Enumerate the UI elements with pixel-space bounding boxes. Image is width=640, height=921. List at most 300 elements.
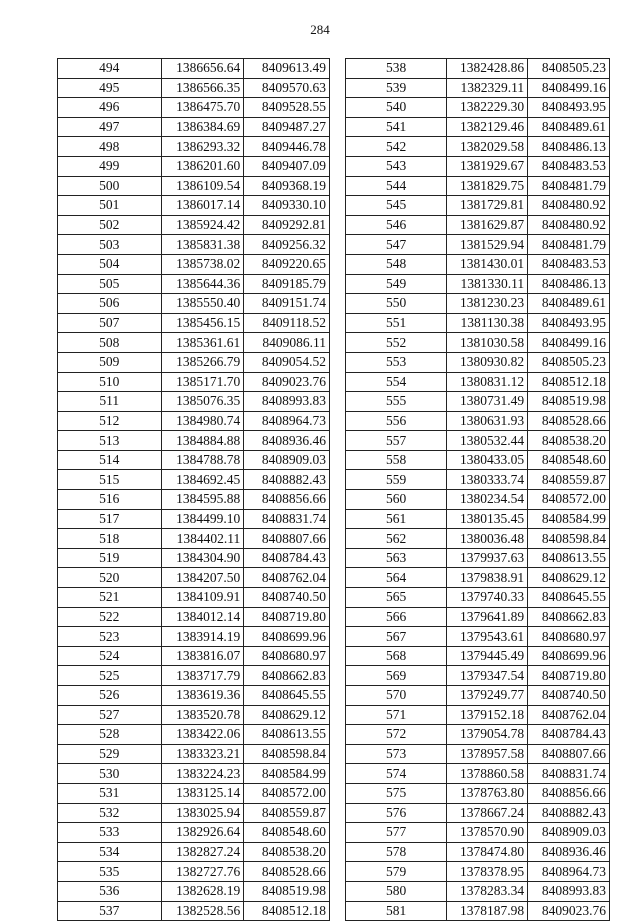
y-coordinate-cell: 8409023.76: [244, 372, 330, 392]
table-row: [58, 548, 330, 568]
y-coordinate-cell: 8409256.32: [244, 235, 330, 255]
point-number-cell: 563: [346, 548, 447, 568]
y-coordinate-cell: 8408512.18: [528, 372, 610, 392]
y-coordinate-cell: 8408629.12: [244, 705, 330, 725]
x-coordinate-cell: 1381629.87: [447, 215, 528, 235]
y-coordinate-cell: 8408807.66: [244, 529, 330, 549]
x-coordinate-cell: 1380631.93: [447, 411, 528, 431]
y-coordinate-cell: 8408480.92: [528, 196, 610, 216]
y-coordinate-cell: 8408528.66: [528, 411, 610, 431]
x-coordinate-cell: 1379445.49: [447, 646, 528, 666]
y-coordinate-cell: 8408548.60: [244, 823, 330, 843]
table-row: [346, 783, 610, 803]
y-coordinate-cell: 8408483.53: [528, 156, 610, 176]
y-coordinate-cell: 8408936.46: [244, 431, 330, 451]
table-row: [58, 666, 330, 686]
point-number-cell: 536: [58, 881, 162, 901]
table-row: [58, 744, 330, 764]
point-number-cell: 569: [346, 666, 447, 686]
point-number-cell: 570: [346, 686, 447, 706]
table-row: [58, 627, 330, 647]
point-number-cell: 538: [346, 59, 447, 79]
table-row: [346, 352, 610, 372]
x-coordinate-cell: 1384109.91: [161, 588, 244, 608]
y-coordinate-cell: 8408489.61: [528, 117, 610, 137]
y-coordinate-cell: 8409054.52: [244, 352, 330, 372]
x-coordinate-cell: 1386656.64: [161, 59, 244, 79]
y-coordinate-cell: 8408680.97: [244, 646, 330, 666]
point-number-cell: 543: [346, 156, 447, 176]
point-number-cell: 568: [346, 646, 447, 666]
table-row: [346, 176, 610, 196]
table-row: [58, 646, 330, 666]
table-row: [346, 568, 610, 588]
x-coordinate-cell: 1385644.36: [161, 274, 244, 294]
y-coordinate-cell: 8408964.73: [244, 411, 330, 431]
point-number-cell: 547: [346, 235, 447, 255]
table-row: [346, 627, 610, 647]
table-row: [58, 764, 330, 784]
y-coordinate-cell: 8408882.43: [244, 470, 330, 490]
point-number-cell: 520: [58, 568, 162, 588]
point-number-cell: 531: [58, 783, 162, 803]
table-row: [346, 470, 610, 490]
point-number-cell: 494: [58, 59, 162, 79]
point-number-cell: 544: [346, 176, 447, 196]
y-coordinate-cell: 8408740.50: [244, 588, 330, 608]
y-coordinate-cell: 8408505.23: [528, 352, 610, 372]
point-number-cell: 554: [346, 372, 447, 392]
x-coordinate-cell: 1378378.95: [447, 862, 528, 882]
x-coordinate-cell: 1381929.67: [447, 156, 528, 176]
y-coordinate-cell: 8408807.66: [528, 744, 610, 764]
point-number-cell: 578: [346, 842, 447, 862]
x-coordinate-cell: 1380333.74: [447, 470, 528, 490]
x-coordinate-cell: 1378570.90: [447, 823, 528, 843]
y-coordinate-cell: 8408740.50: [528, 686, 610, 706]
x-coordinate-cell: 1379152.18: [447, 705, 528, 725]
point-number-cell: 558: [346, 450, 447, 470]
y-coordinate-cell: 8408856.66: [244, 490, 330, 510]
x-coordinate-cell: 1385550.40: [161, 294, 244, 314]
table-row: [58, 156, 330, 176]
point-number-cell: 577: [346, 823, 447, 843]
table-row: [58, 215, 330, 235]
table-row: [58, 450, 330, 470]
y-coordinate-cell: 8408559.87: [244, 803, 330, 823]
y-coordinate-cell: 8408882.43: [528, 803, 610, 823]
y-coordinate-cell: 8408486.13: [528, 274, 610, 294]
table-row: [58, 803, 330, 823]
table-row: [346, 313, 610, 333]
point-number-cell: 516: [58, 490, 162, 510]
y-coordinate-cell: 8408831.74: [528, 764, 610, 784]
x-coordinate-cell: 1383619.36: [161, 686, 244, 706]
x-coordinate-cell: 1382727.76: [161, 862, 244, 882]
x-coordinate-cell: 1385266.79: [161, 352, 244, 372]
point-number-cell: 580: [346, 881, 447, 901]
point-number-cell: 533: [58, 823, 162, 843]
y-coordinate-cell: 8409570.63: [244, 78, 330, 98]
point-number-cell: 555: [346, 392, 447, 412]
table-row: [58, 588, 330, 608]
x-coordinate-cell: 1381829.75: [447, 176, 528, 196]
x-coordinate-cell: 1378474.80: [447, 842, 528, 862]
x-coordinate-cell: 1378667.24: [447, 803, 528, 823]
table-row: [346, 392, 610, 412]
x-coordinate-cell: 1379838.91: [447, 568, 528, 588]
x-coordinate-cell: 1380433.05: [447, 450, 528, 470]
x-coordinate-cell: 1384402.11: [161, 529, 244, 549]
table-row: [58, 686, 330, 706]
point-number-cell: 556: [346, 411, 447, 431]
y-coordinate-cell: 8408613.55: [244, 725, 330, 745]
point-number-cell: 505: [58, 274, 162, 294]
x-coordinate-cell: 1380532.44: [447, 431, 528, 451]
table-row: [346, 59, 610, 79]
point-number-cell: 496: [58, 98, 162, 118]
x-coordinate-cell: 1385171.70: [161, 372, 244, 392]
y-coordinate-cell: 8409528.55: [244, 98, 330, 118]
table-row: [346, 411, 610, 431]
table-row: [346, 744, 610, 764]
table-row: [58, 725, 330, 745]
x-coordinate-cell: 1384207.50: [161, 568, 244, 588]
table-row: [346, 450, 610, 470]
table-row: [58, 98, 330, 118]
x-coordinate-cell: 1383520.78: [161, 705, 244, 725]
point-number-cell: 549: [346, 274, 447, 294]
point-number-cell: 503: [58, 235, 162, 255]
table-row: [58, 411, 330, 431]
y-coordinate-cell: 8409613.49: [244, 59, 330, 79]
point-number-cell: 524: [58, 646, 162, 666]
y-coordinate-cell: 8408662.83: [244, 666, 330, 686]
y-coordinate-cell: 8408483.53: [528, 254, 610, 274]
y-coordinate-cell: 8408613.55: [528, 548, 610, 568]
y-coordinate-cell: 8408598.84: [528, 529, 610, 549]
point-number-cell: 574: [346, 764, 447, 784]
x-coordinate-cell: 1379937.63: [447, 548, 528, 568]
x-coordinate-cell: 1379347.54: [447, 666, 528, 686]
table-row: [346, 588, 610, 608]
y-coordinate-cell: 8409330.10: [244, 196, 330, 216]
y-coordinate-cell: 8408964.73: [528, 862, 610, 882]
table-row: [58, 59, 330, 79]
y-coordinate-cell: 8409185.79: [244, 274, 330, 294]
x-coordinate-cell: 1378187.98: [447, 901, 528, 921]
table-row: [58, 333, 330, 353]
x-coordinate-cell: 1380731.49: [447, 392, 528, 412]
point-number-cell: 542: [346, 137, 447, 157]
point-number-cell: 529: [58, 744, 162, 764]
y-coordinate-cell: 8408784.43: [528, 725, 610, 745]
x-coordinate-cell: 1379054.78: [447, 725, 528, 745]
page-number: 284: [310, 22, 330, 37]
y-coordinate-cell: 8408512.18: [244, 901, 330, 921]
y-coordinate-cell: 8408548.60: [528, 450, 610, 470]
table-row: [58, 117, 330, 137]
point-number-cell: 510: [58, 372, 162, 392]
table-row: [346, 254, 610, 274]
point-number-cell: 567: [346, 627, 447, 647]
point-number-cell: 498: [58, 137, 162, 157]
table-row: [58, 235, 330, 255]
point-number-cell: 565: [346, 588, 447, 608]
point-number-cell: 509: [58, 352, 162, 372]
coordinates-table-left: [57, 58, 330, 921]
point-number-cell: 581: [346, 901, 447, 921]
x-coordinate-cell: 1379641.89: [447, 607, 528, 627]
x-coordinate-cell: 1382229.30: [447, 98, 528, 118]
y-coordinate-cell: 8408831.74: [244, 509, 330, 529]
y-coordinate-cell: 8408680.97: [528, 627, 610, 647]
point-number-cell: 539: [346, 78, 447, 98]
x-coordinate-cell: 1380036.48: [447, 529, 528, 549]
point-number-cell: 552: [346, 333, 447, 353]
point-number-cell: 561: [346, 509, 447, 529]
x-coordinate-cell: 1382129.46: [447, 117, 528, 137]
x-coordinate-cell: 1386475.70: [161, 98, 244, 118]
table-row: [58, 78, 330, 98]
table-row: [346, 117, 610, 137]
x-coordinate-cell: 1383914.19: [161, 627, 244, 647]
x-coordinate-cell: 1385076.35: [161, 392, 244, 412]
table-row: [346, 705, 610, 725]
y-coordinate-cell: 8408499.16: [528, 78, 610, 98]
table-body-right: [346, 59, 610, 921]
y-coordinate-cell: 8408486.13: [528, 137, 610, 157]
x-coordinate-cell: 1378283.34: [447, 881, 528, 901]
x-coordinate-cell: 1380135.45: [447, 509, 528, 529]
point-number-cell: 511: [58, 392, 162, 412]
point-number-cell: 526: [58, 686, 162, 706]
y-coordinate-cell: 8408493.95: [528, 98, 610, 118]
point-number-cell: 518: [58, 529, 162, 549]
y-coordinate-cell: 8408719.80: [528, 666, 610, 686]
y-coordinate-cell: 8408538.20: [528, 431, 610, 451]
point-number-cell: 579: [346, 862, 447, 882]
table-body-left: [58, 59, 330, 921]
y-coordinate-cell: 8408505.23: [528, 59, 610, 79]
point-number-cell: 562: [346, 529, 447, 549]
table-row: [58, 568, 330, 588]
x-coordinate-cell: 1386017.14: [161, 196, 244, 216]
x-coordinate-cell: 1380930.82: [447, 352, 528, 372]
y-coordinate-cell: 8409292.81: [244, 215, 330, 235]
point-number-cell: 551: [346, 313, 447, 333]
x-coordinate-cell: 1383224.23: [161, 764, 244, 784]
table-row: [346, 548, 610, 568]
x-coordinate-cell: 1385924.42: [161, 215, 244, 235]
x-coordinate-cell: 1385361.61: [161, 333, 244, 353]
y-coordinate-cell: 8408489.61: [528, 294, 610, 314]
x-coordinate-cell: 1382827.24: [161, 842, 244, 862]
table-row: [346, 666, 610, 686]
x-coordinate-cell: 1382329.11: [447, 78, 528, 98]
table-row: [346, 509, 610, 529]
y-coordinate-cell: 8408538.20: [244, 842, 330, 862]
point-number-cell: 500: [58, 176, 162, 196]
table-row: [58, 372, 330, 392]
y-coordinate-cell: 8409023.76: [528, 901, 610, 921]
x-coordinate-cell: 1385738.02: [161, 254, 244, 274]
table-row: [58, 254, 330, 274]
x-coordinate-cell: 1382926.64: [161, 823, 244, 843]
y-coordinate-cell: 8408528.66: [244, 862, 330, 882]
x-coordinate-cell: 1383125.14: [161, 783, 244, 803]
point-number-cell: 499: [58, 156, 162, 176]
y-coordinate-cell: 8409407.09: [244, 156, 330, 176]
point-number-cell: 566: [346, 607, 447, 627]
point-number-cell: 495: [58, 78, 162, 98]
table-row: [346, 764, 610, 784]
y-coordinate-cell: 8408584.99: [528, 509, 610, 529]
x-coordinate-cell: 1378860.58: [447, 764, 528, 784]
table-row: [346, 881, 610, 901]
x-coordinate-cell: 1379543.61: [447, 627, 528, 647]
point-number-cell: 525: [58, 666, 162, 686]
x-coordinate-cell: 1382628.19: [161, 881, 244, 901]
table-row: [58, 490, 330, 510]
y-coordinate-cell: 8408499.16: [528, 333, 610, 353]
y-coordinate-cell: 8408645.55: [528, 588, 610, 608]
x-coordinate-cell: 1381030.58: [447, 333, 528, 353]
table-row: [346, 274, 610, 294]
y-coordinate-cell: 8408993.83: [528, 881, 610, 901]
x-coordinate-cell: 1379740.33: [447, 588, 528, 608]
table-row: [346, 294, 610, 314]
y-coordinate-cell: 8409368.19: [244, 176, 330, 196]
x-coordinate-cell: 1386201.60: [161, 156, 244, 176]
point-number-cell: 546: [346, 215, 447, 235]
table-row: [346, 646, 610, 666]
table-row: [346, 431, 610, 451]
x-coordinate-cell: 1384595.88: [161, 490, 244, 510]
table-row: [346, 823, 610, 843]
x-coordinate-cell: 1384788.78: [161, 450, 244, 470]
table-row: [58, 176, 330, 196]
table-row: [58, 196, 330, 216]
table-row: [58, 823, 330, 843]
point-number-cell: 528: [58, 725, 162, 745]
point-number-cell: 530: [58, 764, 162, 784]
x-coordinate-cell: 1378957.58: [447, 744, 528, 764]
table-row: [58, 274, 330, 294]
table-row: [58, 783, 330, 803]
point-number-cell: 576: [346, 803, 447, 823]
y-coordinate-cell: 8409220.65: [244, 254, 330, 274]
point-number-cell: 557: [346, 431, 447, 451]
table-row: [346, 901, 610, 921]
point-number-cell: 523: [58, 627, 162, 647]
x-coordinate-cell: 1386293.32: [161, 137, 244, 157]
table-row: [346, 235, 610, 255]
table-row: [346, 862, 610, 882]
point-number-cell: 573: [346, 744, 447, 764]
table-row: [346, 156, 610, 176]
point-number-cell: 532: [58, 803, 162, 823]
x-coordinate-cell: 1386384.69: [161, 117, 244, 137]
y-coordinate-cell: 8408598.84: [244, 744, 330, 764]
point-number-cell: 515: [58, 470, 162, 490]
x-coordinate-cell: 1386109.54: [161, 176, 244, 196]
table-row: [58, 901, 330, 921]
point-number-cell: 504: [58, 254, 162, 274]
point-number-cell: 575: [346, 783, 447, 803]
y-coordinate-cell: 8408784.43: [244, 548, 330, 568]
point-number-cell: 540: [346, 98, 447, 118]
point-number-cell: 534: [58, 842, 162, 862]
y-coordinate-cell: 8408762.04: [244, 568, 330, 588]
table-row: [58, 529, 330, 549]
table-row: [58, 470, 330, 490]
x-coordinate-cell: 1386566.35: [161, 78, 244, 98]
y-coordinate-cell: 8408629.12: [528, 568, 610, 588]
y-coordinate-cell: 8409151.74: [244, 294, 330, 314]
point-number-cell: 537: [58, 901, 162, 921]
y-coordinate-cell: 8408909.03: [528, 823, 610, 843]
x-coordinate-cell: 1384304.90: [161, 548, 244, 568]
point-number-cell: 535: [58, 862, 162, 882]
y-coordinate-cell: 8409446.78: [244, 137, 330, 157]
y-coordinate-cell: 8408519.98: [244, 881, 330, 901]
x-coordinate-cell: 1383717.79: [161, 666, 244, 686]
point-number-cell: 502: [58, 215, 162, 235]
y-coordinate-cell: 8408481.79: [528, 176, 610, 196]
table-row: [346, 529, 610, 549]
point-number-cell: 571: [346, 705, 447, 725]
y-coordinate-cell: 8408699.96: [528, 646, 610, 666]
table-row: [58, 294, 330, 314]
y-coordinate-cell: 8409086.11: [244, 333, 330, 353]
x-coordinate-cell: 1383323.21: [161, 744, 244, 764]
x-coordinate-cell: 1384980.74: [161, 411, 244, 431]
y-coordinate-cell: 8408572.00: [528, 490, 610, 510]
x-coordinate-cell: 1381529.94: [447, 235, 528, 255]
point-number-cell: 508: [58, 333, 162, 353]
y-coordinate-cell: 8408699.96: [244, 627, 330, 647]
y-coordinate-cell: 8408584.99: [244, 764, 330, 784]
point-number-cell: 507: [58, 313, 162, 333]
x-coordinate-cell: 1381330.11: [447, 274, 528, 294]
x-coordinate-cell: 1382428.86: [447, 59, 528, 79]
x-coordinate-cell: 1383025.94: [161, 803, 244, 823]
point-number-cell: 550: [346, 294, 447, 314]
x-coordinate-cell: 1383422.06: [161, 725, 244, 745]
table-row: [58, 352, 330, 372]
x-coordinate-cell: 1384012.14: [161, 607, 244, 627]
point-number-cell: 559: [346, 470, 447, 490]
y-coordinate-cell: 8408645.55: [244, 686, 330, 706]
y-coordinate-cell: 8408481.79: [528, 235, 610, 255]
point-number-cell: 521: [58, 588, 162, 608]
x-coordinate-cell: 1382528.56: [161, 901, 244, 921]
table-row: [346, 725, 610, 745]
x-coordinate-cell: 1380831.12: [447, 372, 528, 392]
table-row: [58, 313, 330, 333]
table-row: [346, 607, 610, 627]
y-coordinate-cell: 8408572.00: [244, 783, 330, 803]
y-coordinate-cell: 8408662.83: [528, 607, 610, 627]
table-row: [346, 333, 610, 353]
x-coordinate-cell: 1381130.38: [447, 313, 528, 333]
y-coordinate-cell: 8408493.95: [528, 313, 610, 333]
y-coordinate-cell: 8408519.98: [528, 392, 610, 412]
table-row: [346, 196, 610, 216]
point-number-cell: 497: [58, 117, 162, 137]
point-number-cell: 506: [58, 294, 162, 314]
